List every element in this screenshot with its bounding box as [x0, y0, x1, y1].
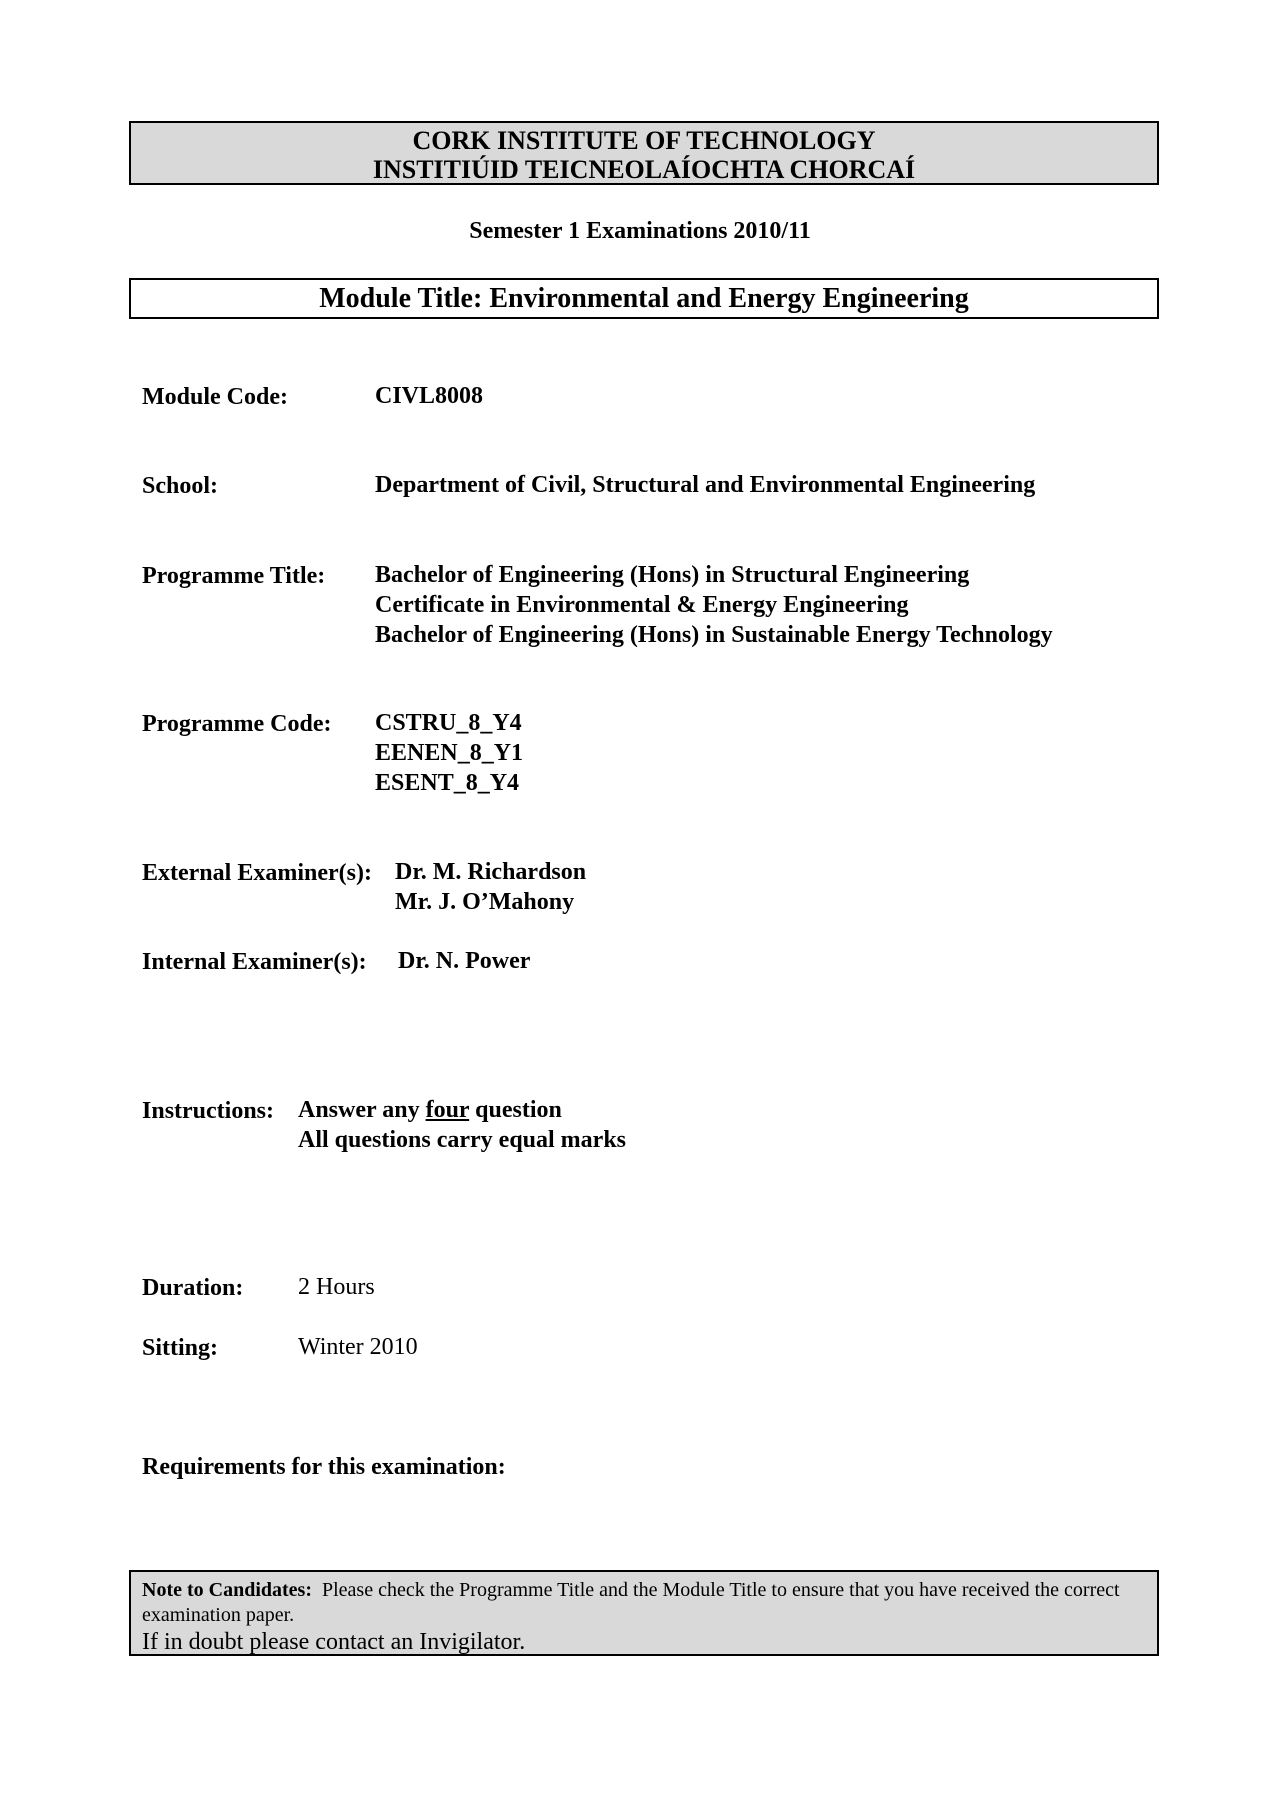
institution-name-irish: INSTITIÚID TEICNEOLAÍOCHTA CHORCAÍ [372, 155, 916, 184]
note-label: Note to Candidates: [142, 1579, 312, 1601]
school-label: School: [142, 473, 219, 499]
requirements-label: Requirements for this examination: [142, 1454, 506, 1480]
programme-code-line: CSTRU_8_Y4 [375, 710, 522, 736]
institution-header [129, 121, 1159, 185]
instructions-line: All questions carry equal marks [298, 1127, 627, 1153]
internal-examiner-name: Dr. N. Power [398, 948, 531, 974]
note-to-candidates [129, 1570, 1159, 1656]
module-title: Module Title: Environmental and Energy Engineering [129, 278, 1159, 319]
programme-title-label: Programme Title: [142, 563, 326, 589]
instructions-emphasis: four [425, 1097, 470, 1123]
external-examiner-name: Dr. M. Richardson [395, 859, 587, 885]
programme-title-line: Bachelor of Engineering (Hons) in Structural Engineering [375, 562, 970, 588]
programme-title-line: Certificate in Environmental & Energy Engineering [375, 592, 909, 618]
external-examiners-values [395, 857, 586, 917]
instructions-text: question [469, 1097, 562, 1123]
external-examiner-name: Mr. J. O’Mahony [395, 889, 575, 915]
instructions-values [298, 1095, 626, 1155]
programme-code-line: ESENT_8_Y4 [375, 770, 520, 796]
note-text: Please check the Programme Title and the Module Title to ensure that you have received the correct examination paper. [142, 1579, 1120, 1626]
institution-name-english: CORK INSTITUTE OF TECHNOLOGY [412, 126, 876, 155]
instructions-line [298, 1095, 626, 1125]
sitting-label: Sitting: [142, 1335, 219, 1361]
programme-code-label: Programme Code: [142, 711, 332, 737]
duration-value: 2 Hours [298, 1274, 375, 1300]
programme-title-values [375, 560, 1053, 650]
note-paragraph [142, 1578, 1147, 1628]
duration-label: Duration: [142, 1275, 244, 1301]
note-invigilator-line: If in doubt please contact an Invigilator. [142, 1629, 526, 1655]
external-examiners-label: External Examiner(s): [142, 860, 372, 886]
instructions-text: Answer any [298, 1097, 426, 1123]
semester-heading: Semester 1 Examinations 2010/11 [469, 218, 811, 244]
sitting-value: Winter 2010 [298, 1334, 418, 1360]
programme-title-line: Bachelor of Engineering (Hons) in Sustainable Energy Technology [375, 622, 1053, 648]
module-code-label: Module Code: [142, 384, 288, 410]
programme-code-values [375, 708, 523, 798]
module-code-value: CIVL8008 [375, 383, 484, 409]
school-value: Department of Civil, Structural and Environmental Engineering [375, 472, 1036, 498]
internal-examiners-label: Internal Examiner(s): [142, 949, 367, 975]
instructions-label: Instructions: [142, 1098, 275, 1124]
programme-code-line: EENEN_8_Y1 [375, 740, 524, 766]
